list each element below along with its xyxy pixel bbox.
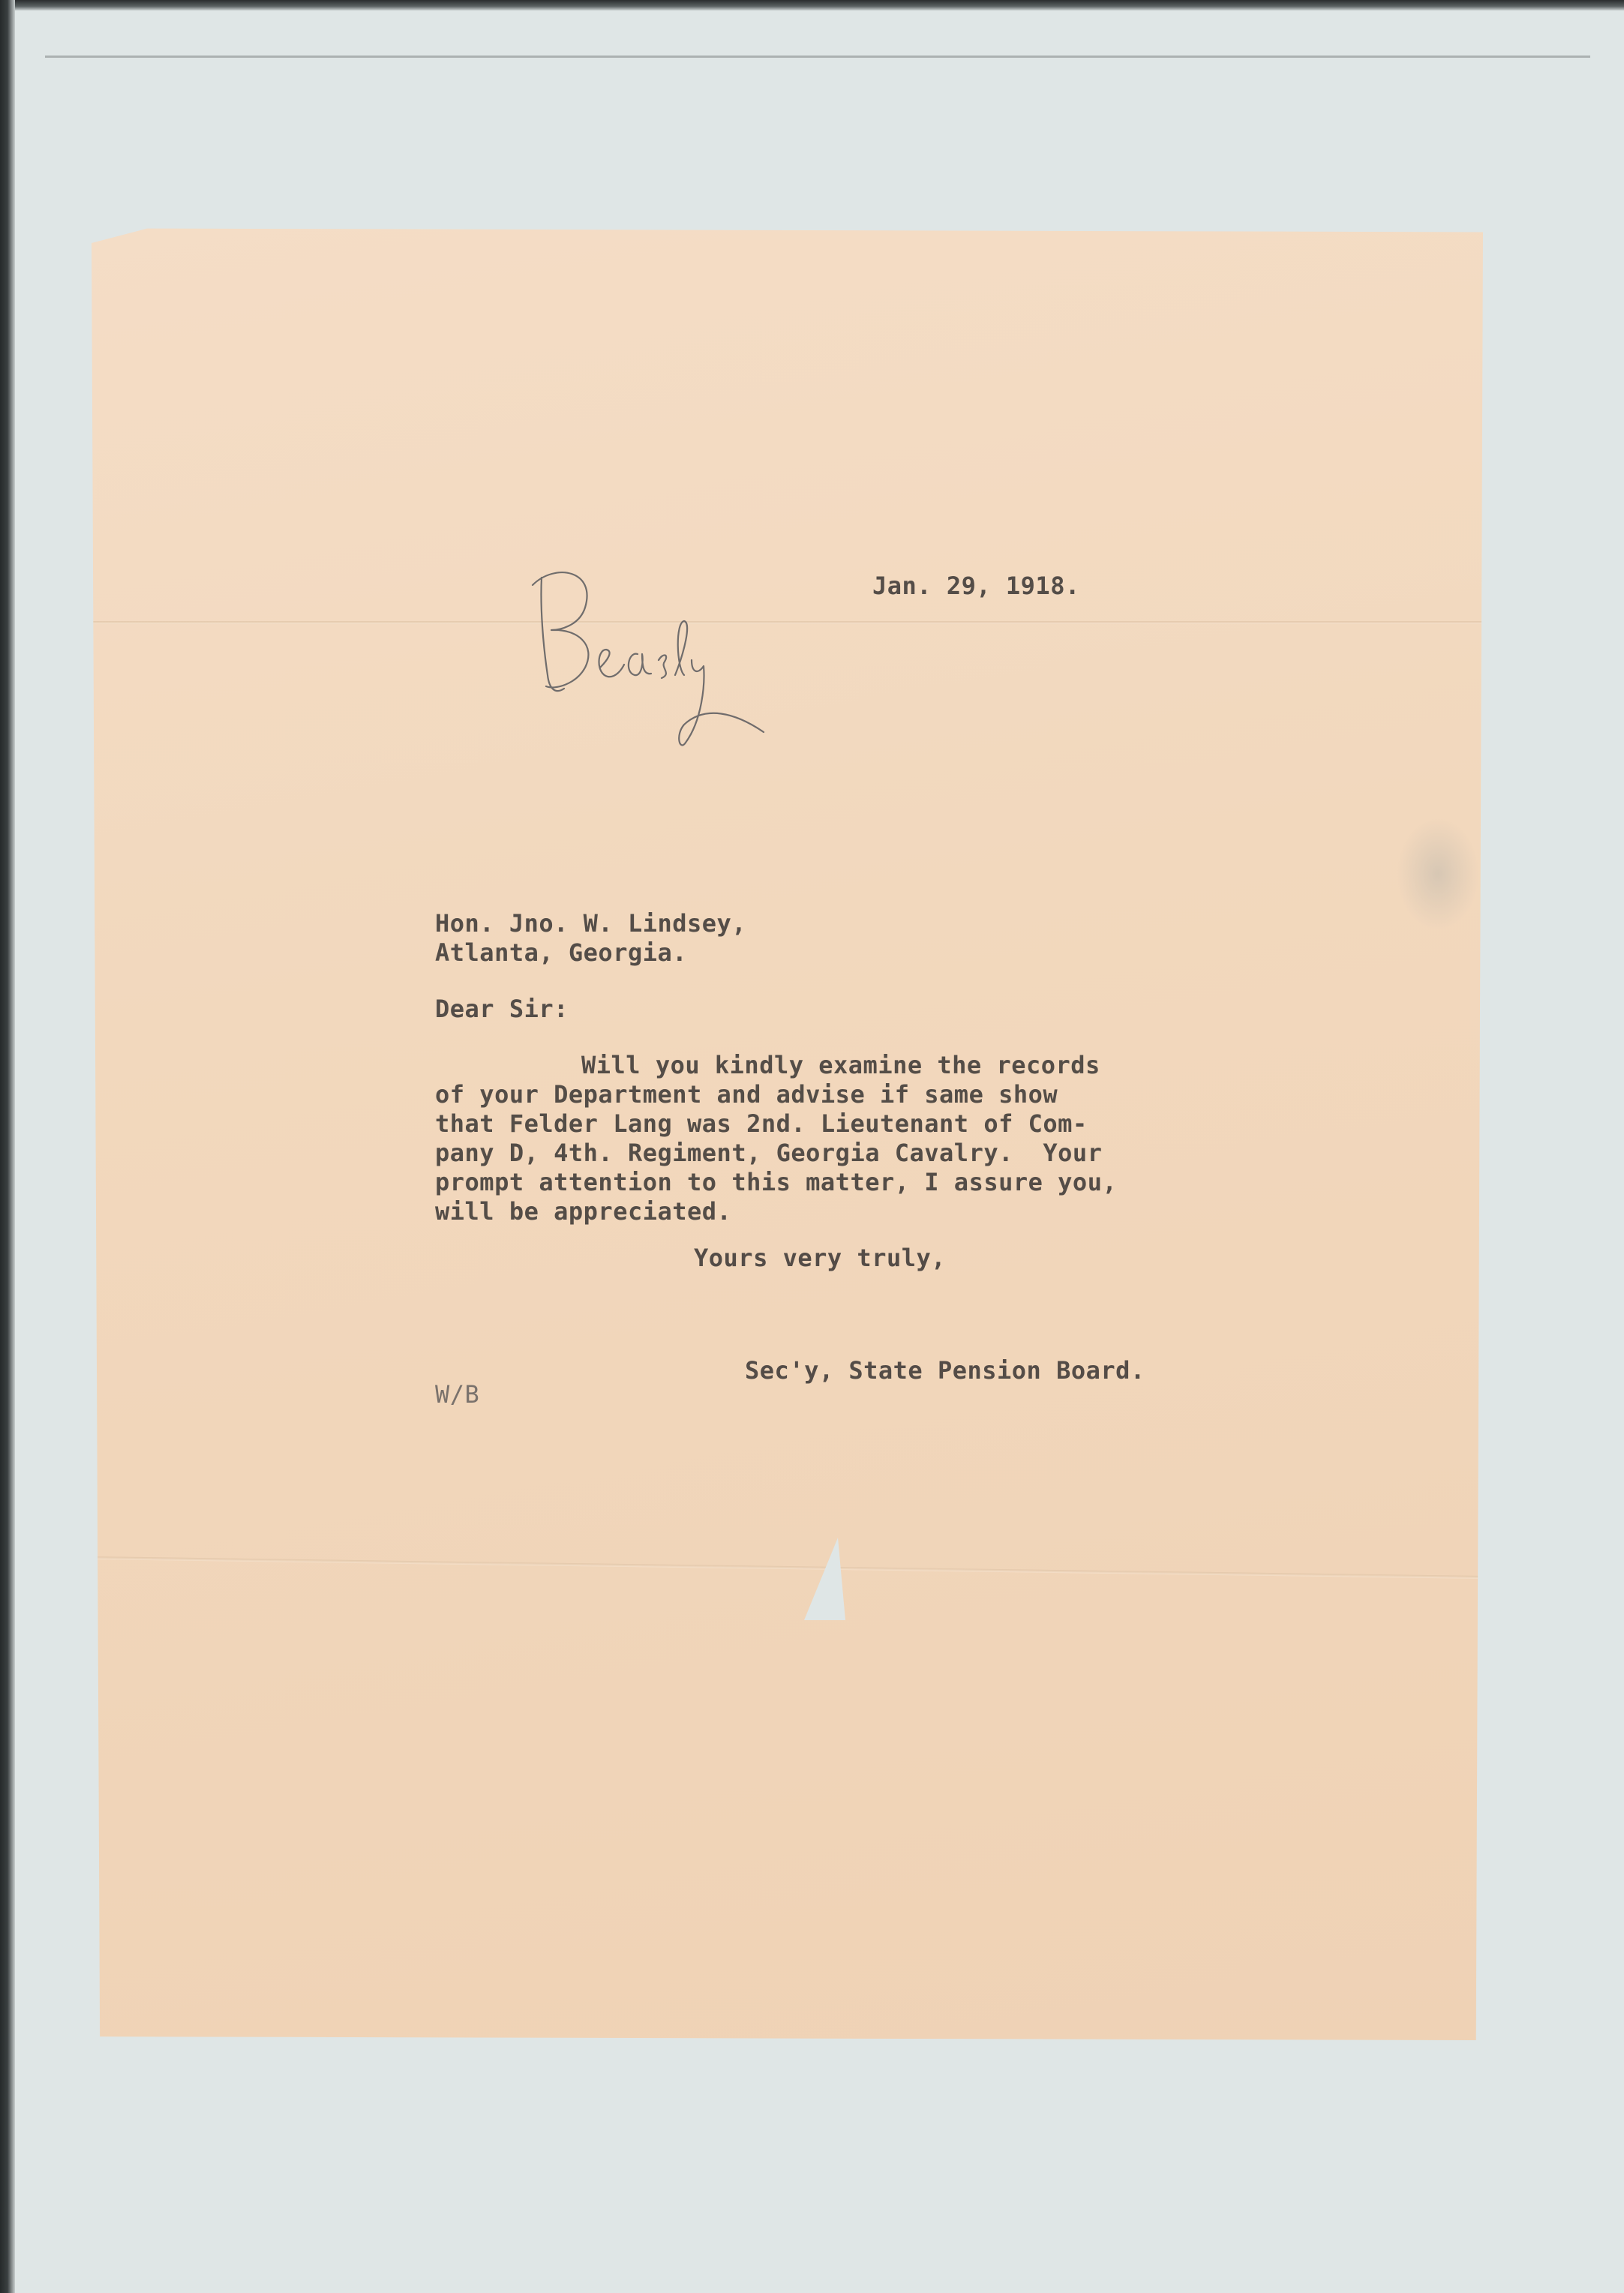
body-line: prompt attention to this matter, I assure you, <box>435 1168 1118 1196</box>
salutation: Dear Sir: <box>435 995 569 1023</box>
paper-stain <box>1397 818 1479 930</box>
letter-date: Jan. 29, 1918. <box>872 572 1080 600</box>
scanner-edge-top <box>0 0 1624 11</box>
complimentary-closing: Yours very truly, <box>694 1244 947 1272</box>
paper-tear <box>804 1538 845 1620</box>
scanner-edge-left <box>0 0 15 2293</box>
handwritten-note-beasly <box>525 555 773 765</box>
body-line: Will you kindly examine the records <box>581 1051 1100 1079</box>
recipient-name: Hon. Jno. W. Lindsey, <box>435 909 747 938</box>
typist-initials: W/B <box>435 1380 480 1409</box>
paper-fold-upper <box>92 621 1483 624</box>
paper-fold-lower <box>92 1556 1483 1579</box>
body-line: pany D, 4th. Regiment, Georgia Cavalry. Your <box>435 1139 1103 1167</box>
signatory-title: Sec'y, State Pension Board. <box>745 1356 1145 1385</box>
body-line: that Felder Lang was 2nd. Lieutenant of Com- <box>435 1109 1088 1138</box>
body-line: of your Department and advise if same show <box>435 1080 1058 1109</box>
body-line: will be appreciated. <box>435 1197 732 1226</box>
recipient-location: Atlanta, Georgia. <box>435 938 688 967</box>
scanner-rule-line <box>45 56 1590 58</box>
